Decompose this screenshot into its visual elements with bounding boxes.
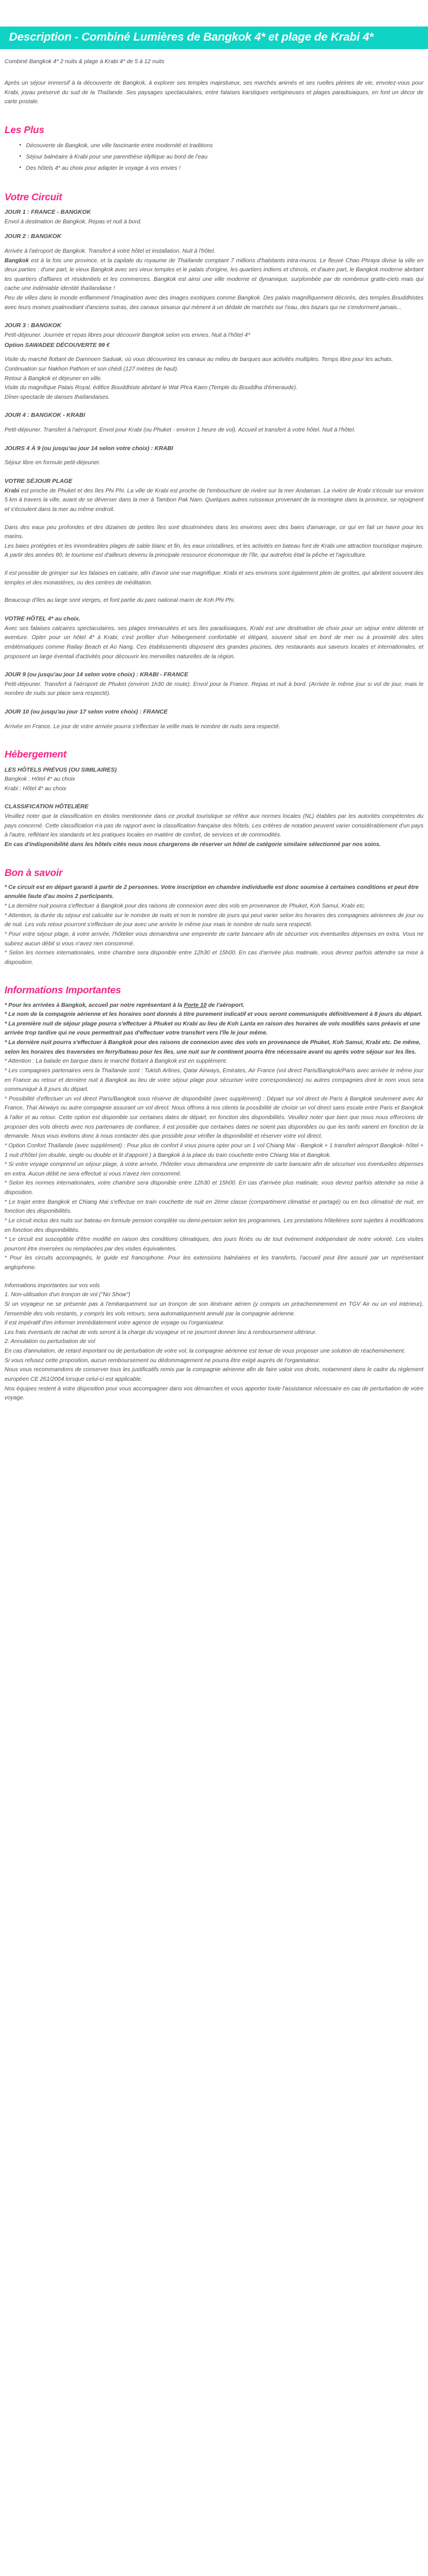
bon-a-savoir-item-2: * Attention, la durée du séjour est calculée sur le nombre de nuits et non le nombre de jours qui peut varier selon les horaires des compagnies aériennes de jour ou de nuit. Les vols retour pourront s'effectuer de jour avec une arrivée le même jour mais le nombre de nuits sera respecté. [5, 912, 423, 928]
vols-section-1-p2: Il est impératif d'en informer immédiatement votre agence de voyage ou l'organisateur. [5, 1320, 225, 1327]
info-item-12: * Le circuit est susceptible d'être modifié en raison des conditions climatiques, des jours fériés ou de tout événement indépendant de notre volonté. Les visites pourront être inversées ou remplacées par des visites équivalentes. [5, 1236, 423, 1252]
hotel-item-krabi: Krabi : Hôtel 4* au choix [5, 785, 67, 792]
bon-a-savoir-bold-item: * Ce circuit est en départ garanti à partir de 2 personnes. Votre inscription en chambre individuelle est donc soumise à certaines conditions et peut être annulée faute d'au moins 2 participants. [5, 884, 419, 900]
bon-a-savoir-item-1: * La dernière nuit pourra s'effectuer à Bangkok pour des raisons de connexion avec des vols en provenance de Phuket, Koh Samui, Krabi etc. [5, 903, 366, 910]
votre-hotel-text: Avec ses falaises calcaires spectaculaires, ses plages immaculées et ses îles paradisiaques, Krabi est une destination de choix pour un séjour entre détente et aventure. Opter pour un hôtel 4* à Krabi, c'est profiter d'un hébergement confortable et élégant, souvent situé en bord de mer ou à proximité des sites emblématiques comme Railay Beach et Ao Nang. Ces établissements disposent des grandes piscines, des restaurants aux saveurs locales et internationales, et proposent un large éventail d'activités pour découvrir les merveilles naturelles de la région. [5, 625, 423, 660]
vols-heading: Informations importantes sur vos vols [5, 1282, 100, 1289]
day-text-4: Petit-déjeuner. Transfert à l'aéroport. Envol pour Krabi (ou Phuket - environ 1 heure de vol). Accueil et transfert à votre hôtel. Nuit à l'hôtel. [5, 427, 356, 434]
day-title-4: JOUR 4 : BANGKOK - KRABI [5, 412, 85, 419]
info-item-6: * Possibilité d'effectuer un vol direct Paris/Bangkok sous réserve de disponibilité (avec supplément) : Départ sur vol direct de Paris à Bangkok seulement avec Air France, Thaï Airways ou autre compagnie assurant un vol direct. Nous offrons à nos clients la possibilité de choisir un vol direct sans escale entre Paris et Bangkok à l'aller et au retour. Cette option est disponible sur certaines dates de départ, en fonction des disponibilités. Veuillez noter que bien que nous nous efforcions de proposer des vols directs avec nos partenaires de confiance, il est possible que certaines dates ne soient pas disponibles ou que les tarifs varient en fonction de la demande. Nous vous invitons donc à nous contacter dès que possible pour vérifier la disponibilité et réserver votre vol direct. [5, 1095, 423, 1140]
section-heading-hebergement: Hébergement [5, 748, 67, 760]
subtitle-sejour-plage: VOTRE SÉJOUR PLAGE [5, 478, 73, 485]
intro-paragraph: Après un séjour immersif à la découverte de Bangkok, à explorer ses temples majestueux, ses marchés animés et ses ruelles pleines de vie, envolez-vous pour Krabi, joyau préservé du sud de la Thaïlande. Ses paysages spectaculaires, entre falaises karstiques vertigineuses et plages paradisiaques, en font un décor de carte postale. [5, 80, 423, 105]
info-item-11: * Le circuit inclus des nuits sur bateau en formule pension complète ou demi-pension selon les programmes. Les prestations hôtelières sont sujettes à modifications en fonction des disponibilités. [5, 1217, 423, 1234]
krabi-bold-lead: Krabi [5, 487, 20, 494]
option-line-5: Dîner-spectacle de danses thaïlandaises. [5, 394, 110, 400]
section-heading-votre-circuit: Votre Circuit [5, 191, 62, 202]
option-line-1: Visite du marché flottant de Damnoen Saduak, où vous découvrirez les canaux au milieu de barques aux activités multiples. Temps libre pour les achats. [5, 356, 394, 363]
info-item-8: * Si votre voyage comprend un séjour plage, à votre arrivée, l'hôtelier vous demandera une empreinte de carte bancaire afin de sécuriser vos éventuelles dépenses en extra. Aucun débit ne sera effectué si vous n'avez rien consommé. [5, 1161, 423, 1177]
day-title-9: JOUR 9 (ou jusqu'au jour 14 selon votre choix) : KRABI - FRANCE [5, 672, 189, 679]
info-item-9: * Selon les normes internationales, votre chambre sera disponible entre 12h30 et 15h00. En cas d'arrivée plus matinale, vous devrez parfois attendre sa mise à disposition. [5, 1180, 423, 1196]
subtitle-classification: CLASSIFICATION HÔTELIÈRE [5, 804, 89, 811]
day-title-1: JOUR 1 : FRANCE - BANGKOK [5, 209, 91, 215]
classification-bold-note: En cas d'indisponibilité dans les hôtels cités nous nous chargerons de réserver un hôtel de catégorie similaire sélectionné par nos soins. [5, 842, 381, 848]
bangkok-lead-rest: est à la fois une province, et la capitale du royaume de Thaïlande comptant 7 millions d'habitants intra-muros. Le fleuve Chao Phraya divise la ville en deux parties : d'une part, le vieux Bangkok avec ses vieux temples et le palais d'origine, les quartiers indiens et chinois, et d'autre part, le Bangkok moderne abritant les quartiers d'affaires et résidentiels et les commerces. Bangkok est ainsi une ville moderne et dynamique, surplombée par de nombreux gratte-ciels mais qui cache une indéniable identité thaïlandaise ! [5, 257, 423, 292]
option-line-3: Retour à Bangkok et déjeuner en ville. [5, 375, 102, 382]
page-title: Description - Combiné Lumières de Bangkok 4* et plage de Krabi 4* [0, 27, 428, 49]
list-item: • Découverte de Bangkok, une ville fascinante entre modernité et traditions [19, 140, 423, 152]
info-item-3: * La dernière nuit pourra s'effectuer à Bangkok pour des raisons de connexion avec des vols en provenance de Phuket, Koh Samui, Krabi etc. De même, selon les horaires des traversées en ferry/bateau pour les îles, une nuit sur le continent pourra être nécessaire avant ou après votre séjour sur les îles. [5, 1040, 421, 1055]
classification-text: Veuillez noter que la classification en étoiles mentionnée dans ce produit touristique se réfère aux normes locales (NL) établies par les autorités compétentes du pays concerné. Cette classification n'a pas de rapport avec la classification française des hôtels. Les critères de notation peuvent varier considérablement d'un pays à l'autre, reflétant les standards et les pratiques locales en matière de confort, de services et de commodités. [5, 813, 423, 839]
option-line-2: Continuation sur Nakhon Pathom et son chédi (127 mètres de haut). [5, 366, 179, 372]
day-text-2-bangkok [5, 257, 423, 294]
day-text-1: Envol à destination de Bangkok. Repas et nuit à bord. [5, 218, 142, 225]
info-item-5: * Les compagnies partenaires vers la Thaïlande sont : Tukish Arlines, Qatar Airways, Emirates, Air France (vol direct Paris/Bangkok/Paris avec arrivée le même jour en France au retour et dernière nuit à Bangkok au lieu de votre séjour plage pour sécuriser votre correspondance) ou autres compagnies dont le nom vous sera communiqué à 8 jours du départ. [5, 1067, 423, 1093]
sejour-plage-p4: Beaucoup d'îles au large sont vierges, et font partie du parc national marin de Koh Phi Phi. [5, 597, 235, 604]
info-item-10: * Le trajet entre Bangkok et Chiang Mai s'effectue en train couchette de nuit en 2ème classe (compartiment climatisé et partagé) ou en bus climatisé de nuit, en fonction des disponibilités. [5, 1199, 423, 1215]
bon-a-savoir-item-4: * Selon les normes internationales, votre chambre sera disponible entre 12h30 et 15h00. En cas d'arrivée plus matinale, vous devrez parfois attendre sa mise à disposition. [5, 950, 423, 966]
day-title-4-9: JOURS 4 À 9 (ou jusqu'au jour 14 selon votre choix) : KRABI [5, 445, 173, 452]
option-title-sawadee: Option SAWADEE DÉCOUVERTE 99 € [5, 342, 110, 349]
day-title-2: JOUR 2 : BANGKOK [5, 234, 62, 240]
vols-section-1-p3: Les frais éventuels de rachat de vols seront à la charge du voyageur et ne pourront donner lieu à remboursement ultérieur. [5, 1329, 317, 1336]
sejour-plage-p3: Il est possible de grimper sur les falaises en calcaire, afin d'avoir une vue magnifique. Krabi et ses environs sont également plein de grottes, qui abritent souvent des temples et des monastères, ou des centres de méditation. [5, 570, 423, 586]
vols-section-2-p4: Nos équipes restent à votre disposition pour vous accompagner dans vos démarches et vous apporter toute l'assistance nécessaire en cas de perturbation de votre voyage. [5, 1385, 423, 1402]
option-line-4: Visite du magnifique Palais Royal, édifice Bouddhiste abritant le Wat Phra Kaeo (Temple du Bouddha d'émeraude). [5, 385, 298, 391]
vols-section-2-p3: Nous vous recommandons de conserver tous les justificatifs remis par la compagnie aérienne afin de faire valoir vos droits, notamment dans le cadre du règlement européen CE 261/2004 lorsque celui-ci est applicable. [5, 1367, 423, 1382]
vols-section-2-title: 2. Annulation ou perturbation de vol [5, 1338, 95, 1345]
intro-subtitle: Combiné Bangkok 4* 2 nuits & plage à Krabi 4* de 5 à 12 nuits [5, 58, 165, 65]
sejour-plage-p1: Dans des eaux peu profondes et des dizaines de petites îles sont disséminées dans les environs avec des baies d'amarrage, ce qui en fait un havre pour les marins. [5, 524, 423, 540]
info-item-13: * Pour les circuits accompagnés, le guide est francophone. Pour les extensions balnéaires et les transferts, l'accueil peut être assuré par un représentant anglophone. [5, 1255, 423, 1271]
info-item-4: * Attention : La balade en barque dans le marché flottant à Bangkok est en supplément. [5, 1058, 228, 1065]
vols-section-2-p2: Si vous refusez cette proposition, aucun remboursement ou dédommagement ne pourra être exigé auprès de l'organisateur. [5, 1357, 321, 1364]
day-text-9: Petit-déjeuner. Transfert à l'aéroport de Phuket (environ 1h30 de route). Envol pour la France. Repas et nuit à bord. (Arrivée le même jour si vol de jour, mais le nombre de nuits sur place sera respecté). [5, 681, 423, 697]
document-body [0, 49, 428, 1403]
list-item: • Séjour balnéaire à Krabi pour une parenthèse idyllique au bord de l'eau [19, 152, 423, 163]
vols-section-2-p1: En cas d'annulation, de retard important ou de perturbation de votre vol, la compagnie aérienne est tenue de vous proposer une solution de réacheminement. [5, 1348, 405, 1355]
info-item-2: * La première nuit de séjour plage pourra s'effectuer à Phuket ou Krabi au lieu de Koh Lanta en raison des horaires de vols modifiés sans préavis et une arrivée trop tardive qui ne vous permettrait pas d'effectuer votre transfert vers l'île le jour même. [5, 1020, 420, 1037]
info-item-7: * Option Confort Thaïlande (avec supplément) : Pour plus de confort il vous pourra opter pour un 1 vol Chiang Mai - Bangkok + 1 transfert aéroport Bangkok- hôtel + 1 nuit d'hôtel (en double, single ou double et lit d'appoint ) à Bangkok à la place du train couchette entre Chiang Mai et Bangkok. [5, 1142, 423, 1159]
hotel-item-bangkok: Bangkok : Hôtel 4* au choix [5, 776, 76, 783]
bon-a-savoir-item-3: * Pour votre séjour plage, à votre arrivée, l'hôtelier vous demandera une empreinte de carte bancaire afin de sécuriser vos éventuelles dépenses en extra. Vous ne subirez aucun débit si vous n'avez rien consommé. [5, 931, 423, 947]
sejour-plage-p2: Les baies protégées et les innombrables plages de sable blanc et fin, les eaux cristallines, et les activités en bateau font de Krabi une attraction touristique majeure. A partir des années 80, le tourisme est d'ailleurs devenu la principale ressource économique de l'île, qui autrefois était la pêche et l'agriculture. [5, 543, 423, 559]
day-title-3: JOUR 3 : BANGKOK [5, 323, 62, 329]
les-plus-list [5, 140, 423, 174]
info-porte-post: de l'aéroport. [206, 1002, 244, 1009]
vols-section-1-p1: Si un voyageur ne se présente pas à l'embarquement sur un tronçon de son itinéraire aérien (y compris un préacheminement en TGV Air ou un vol intérieur), l'ensemble des vols restants, y compris les vols retours, sera automatiquement annulé par la compagnie aérienne. [5, 1301, 423, 1317]
day-title-10: JOUR 10 (ou jusqu'au jour 17 selon votre choix) : FRANCE [5, 709, 168, 716]
info-item-porte [5, 1001, 423, 1011]
day-text-3: Petit-déjeuner. Journée et repas libres pour découvrir Bangkok selon vos envies. Nuit à l'hôtel 4* [5, 332, 250, 338]
info-porte-pre: * Pour les arrivées à Bangkok, accueil par notre représentant à la [5, 1002, 184, 1009]
subtitle-hotels-prevus: LES HÔTELS PRÉVUS (OU SIMILAIRES) [5, 767, 117, 773]
bangkok-bold-lead: Bangkok [5, 257, 29, 264]
day-text-4-9: Séjour libre en formule petit-déjeuner. [5, 460, 101, 466]
day-text-10: Arrivée en France. Le jour de votre arrivée pourra s'effectuer la veille mais le nombre de nuits sera respecté. [5, 723, 281, 730]
day-text-2: Arrivée à l'aéroport de Bangkok. Transfert à votre hôtel et installation. Nuit à l'hôtel. [5, 248, 216, 254]
section-heading-informations-importantes: Informations Importantes [5, 984, 121, 996]
section-heading-bon-a-savoir: Bon à savoir [5, 866, 63, 878]
section-heading-les-plus: Les Plus [5, 124, 45, 135]
krabi-lead-rest: est proche de Phuket et des îles Phi Phi. La ville de Krabi est proche de l'embouchure de rivière sur la mer Andaman. La rivière de Krabi s'écoule sur environ 5 km à travers la ville, avant de se déverser dans la mer à Tambon Pak Nam. Quelques autres ruisseaux provenant de la montagne dans la province, se rejoignent et s'écoulent dans la mer au même endroit. [5, 487, 423, 513]
porte-link[interactable]: Porte 10 [184, 1002, 207, 1009]
vols-section-1-title: 1. Non-utilisation d'un tronçon de vol ("No Show") [5, 1292, 130, 1298]
day-text-2-extra: Peu de villes dans le monde enflamment l'imagination avec des images exotiques comme Bangkok. Des palais magnifiquement décorés, des temples Bouddhistes avec leurs moines psalmodiant d'anciens sutras, des canaux sinueux qui mènent à un dédale de marchés sur l'eau, des bazars qui ne s'endorment jamais... [5, 295, 423, 311]
sejour-plage-lead [5, 487, 423, 515]
info-item-1: * Le nom de la compagnie aérienne et les horaires sont donnés à titre purement indicatif et vous seront communiqués définitivement à 8 jours du départ. [5, 1011, 423, 1018]
subtitle-votre-hotel: VOTRE HÔTEL 4* au choix. [5, 615, 81, 622]
list-item: • Des hôtels 4* au choix pour adapter le voyage à vos envies ! [19, 163, 423, 174]
top-spacer [0, 0, 428, 27]
